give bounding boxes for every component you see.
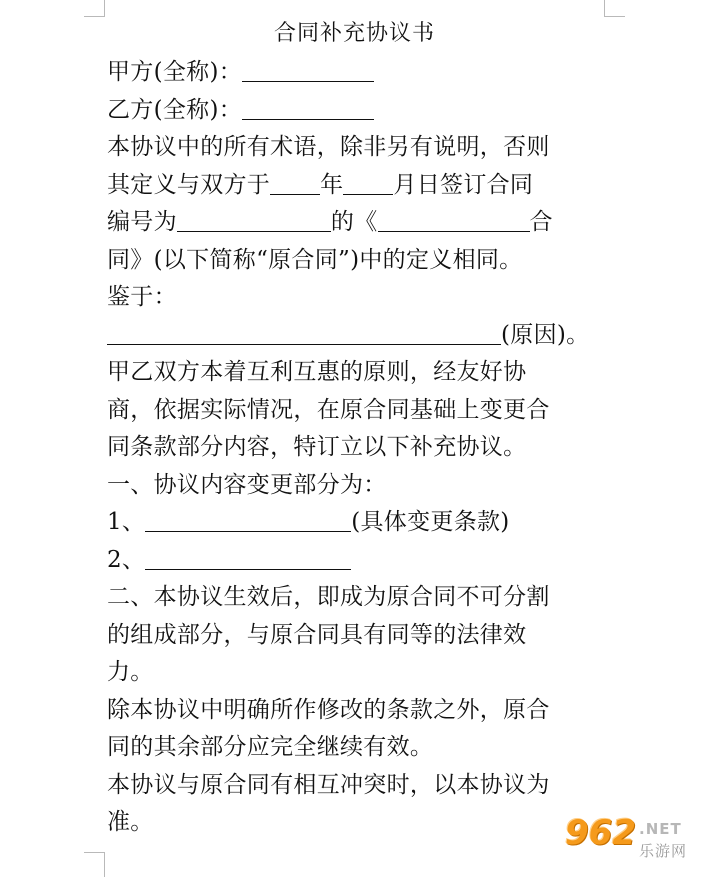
- paragraph-text: 同的其余部分应完全继续有效。: [107, 734, 434, 760]
- paragraph-text: 一、协议内容变更部分为：: [107, 471, 387, 498]
- list-item: [107, 504, 607, 542]
- watermark-domain: .NET: [639, 820, 682, 838]
- paragraph-line: [107, 279, 607, 317]
- paragraph-text: (原因)。: [501, 321, 590, 348]
- paragraph-text: 商，依据实际情况，在原合同基础上变更合: [107, 396, 550, 423]
- list-item: [107, 542, 607, 580]
- paragraph-text: 编号为: [107, 209, 177, 235]
- party-b-label: 乙方(全称)：: [107, 96, 243, 123]
- fill-in-blank: [242, 97, 374, 120]
- paragraph-line: [107, 204, 607, 242]
- paragraph-text: 同》(以下简称“原合同”)中的定义相同。: [107, 246, 523, 273]
- paragraph-text: 本协议与原合同有相互冲突时，以本协议为: [107, 771, 550, 798]
- paragraph-line: [107, 317, 607, 355]
- paragraph-text: 甲乙双方本着互利互惠的原则，经友好协: [107, 359, 527, 385]
- paragraph-line: [107, 654, 607, 692]
- document-title: 合同补充协议书: [273, 21, 435, 46]
- fill-in-blank: [107, 322, 501, 345]
- paragraph-text: (具体变更条款): [351, 509, 510, 535]
- fill-in-blank: [177, 209, 331, 232]
- section-heading: [107, 467, 607, 505]
- paragraph-line: [107, 804, 607, 842]
- paragraph-text: 本协议中的所有术语，除非另有说明，否则: [107, 134, 550, 160]
- paragraph-line: [107, 579, 607, 617]
- paragraph-line: [107, 767, 607, 805]
- fill-in-blank: [242, 59, 374, 82]
- paragraph-line: [107, 392, 607, 430]
- party-a-line: [107, 54, 607, 92]
- paragraph-line: [107, 729, 607, 767]
- list-number: 1、: [107, 509, 146, 535]
- paragraph-line: [107, 354, 607, 392]
- paragraph-text: 的《: [330, 209, 378, 235]
- paragraph-text: 力。: [107, 659, 154, 685]
- document-body: [107, 54, 607, 842]
- paragraph-line: [107, 129, 607, 167]
- paragraph-line: [107, 242, 607, 280]
- paragraph-text: 准。: [107, 809, 154, 835]
- paragraph-text: 二、本协议生效后，即成为原合同不可分割: [107, 584, 550, 610]
- paragraph-line: [107, 617, 607, 655]
- party-a-label: 甲方(全称)：: [107, 59, 243, 85]
- site-watermark-logo: [565, 813, 703, 868]
- paragraph-text: 合: [529, 209, 553, 235]
- paragraph-text: 的组成部分，与原合同具有同等的法律效: [107, 621, 527, 648]
- paragraph-text: 鉴于：: [107, 284, 177, 310]
- paragraph-text: 其定义与双方于: [107, 171, 271, 198]
- page-corner-mark: [84, 852, 105, 877]
- paragraph-text: 同条款部分内容，特订立以下补充协议。: [107, 434, 527, 460]
- paragraph-line: [107, 167, 607, 205]
- paragraph-text: 月日签订合同: [393, 171, 534, 198]
- paragraph-text: 年: [320, 171, 344, 198]
- fill-in-blank: [270, 172, 320, 195]
- fill-in-blank: [378, 209, 530, 232]
- watermark-site-name: 乐游网: [639, 842, 688, 860]
- paragraph-line: [107, 692, 607, 730]
- party-b-line: [107, 92, 607, 130]
- list-number: 2、: [107, 546, 146, 573]
- paragraph-text: 除本协议中明确所作修改的条款之外，原合: [107, 696, 550, 723]
- fill-in-blank: [145, 509, 351, 532]
- fill-in-blank: [145, 547, 351, 570]
- watermark-logo-text: 962: [565, 813, 636, 853]
- fill-in-blank: [343, 172, 393, 195]
- paragraph-line: [107, 429, 607, 467]
